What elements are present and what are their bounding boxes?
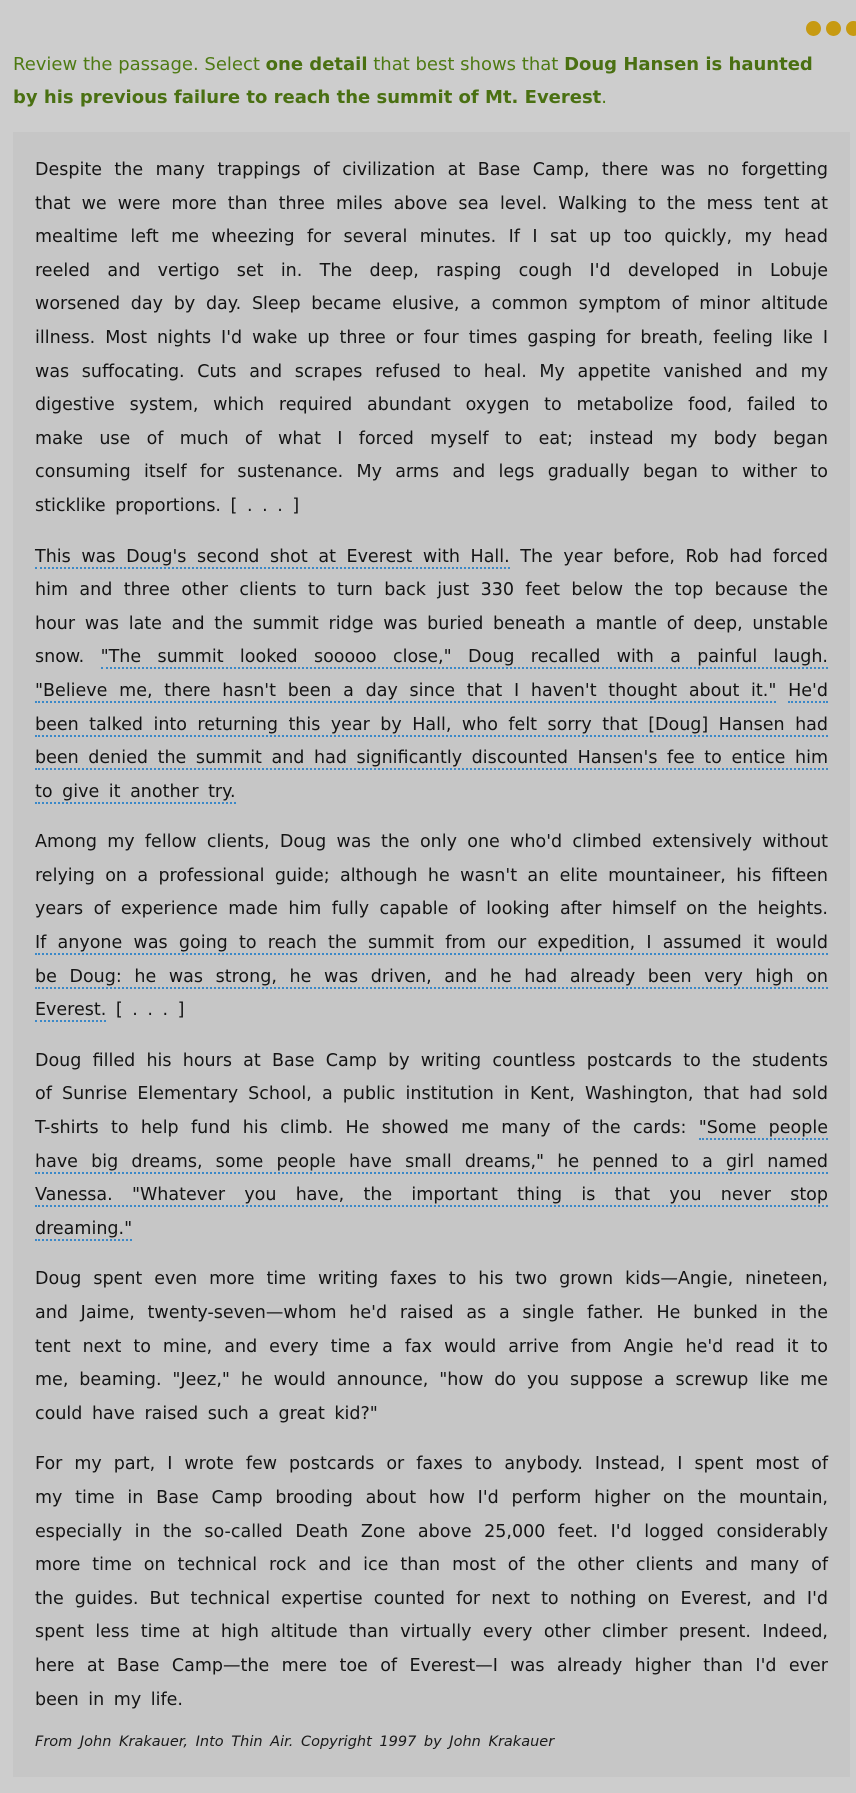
prompt-text: Review the passage. Select: [13, 54, 266, 75]
passage-paragraph: [35, 826, 828, 1028]
progress-dots: [806, 21, 856, 36]
selectable-detail[interactable]: "The summit looked sooooo close," Doug recalled with a painful laugh. "Believe me, there hasn't been a day since that I haven't thought about it.": [35, 647, 828, 701]
selectable-detail[interactable]: He'd been talked into returning this year by Hall, who felt sorry that [Doug] Hansen had been denied the summit and had significantly discounted Hansen's fee to entice him to give it another try.: [35, 680, 828, 802]
passage-panel: [13, 132, 850, 1777]
passage-paragraph: Despite the many trappings of civilization at Base Camp, there was no forgetting that we were more than three miles above sea level. Walking to the mess tent at mealtime left me wheezing for several minutes. If I sat up too quickly, my head reeled and vertigo set in. The deep, rasping cough I'd developed in Lobuje worsened day by day. Sleep became elusive, a common symptom of minor altitude illness. Most nights I'd wake up three or four times gasping for breath, feeling like I was suffocating. Cuts and scrapes refused to heal. My appetite vanished and my digestive system, which required abundant oxygen to metabolize food, failed to make use of much of what I forced myself to eat; instead my body began consuming itself for sustenance. My arms and legs gradually began to wither to sticklike proportions. [ . . . ]: [35, 160, 828, 516]
prompt-text: that best shows that: [367, 54, 565, 75]
selectable-detail[interactable]: This was Doug's second shot at Everest with Hall.: [35, 546, 510, 567]
passage-paragraph: [35, 1045, 828, 1247]
passage-paragraph: Doug spent even more time writing faxes to his two grown kids—Angie, nineteen, and Jaime, twenty-seven—whom he'd raised as a single father. He bunked in the tent next to mine, and every time a fax would arrive from Angie he'd read it to me, beaming. "Jeez," he would announce, "how do you suppose a screwup like me could have raised such a great kid?": [35, 1269, 828, 1424]
passage-text: [ . . . ]: [106, 1000, 185, 1021]
passage-text: Among my fellow clients, Doug was the only one who'd climbed extensively without relying on a professional guide; although he wasn't an elite mountaineer, his fifteen years of experience made him fully capable of looking after himself on the heights.: [35, 832, 828, 920]
citation: From John Krakauer, Into Thin Air. Copyright 1997 by John Krakauer: [35, 1734, 555, 1751]
passage-paragraph: For my part, I wrote few postcards or faxes to anybody. Instead, I spent most of my time in Base Camp brooding about how I'd perform higher on the mountain, especially in the so-called Death Zone above 25,000 feet. I'd logged considerably more time on technical rock and ice than most of the other clients and many of the guides. But technical expertise counted for next to nothing on Everest, and I'd spent less time at high altitude than virtually every other climber present. Indeed, here at Base Camp—the mere toe of Everest—I was already higher than I'd ever been in my life.: [35, 1454, 828, 1710]
prompt-emphasis: Doug Hansen is haunted by his previous failure to reach the summit of Mt. Everest: [13, 54, 813, 108]
prompt-text: .: [601, 87, 608, 108]
passage-text: [776, 681, 788, 701]
passage-text: Doug filled his hours at Base Camp by writing countless postcards to the students of Sunrise Elementary School, a public institution in Kent, Washington, that had sold T-shirts to help fund his climb. He showed me many of the cards:: [35, 1050, 828, 1139]
passage-text: The year before, Rob had forced him and three other clients to turn back just 330 feet below the top because the hour was late and the summit ridge was buried beneath a mantle of deep, unstable snow.: [35, 546, 828, 668]
progress-dot: [806, 21, 821, 36]
selectable-detail[interactable]: "Some people have big dreams, some people have small dreams," he penned to a girl named Vanessa. "Whatever you have, the important thing is that you never stop dreaming.": [35, 1118, 828, 1239]
passage-paragraph: [35, 541, 828, 810]
question-prompt: [13, 48, 843, 114]
prompt-emphasis: one detail: [265, 54, 368, 75]
progress-dot: [826, 21, 841, 36]
selectable-detail[interactable]: If anyone was going to reach the summit from our expedition, I assumed it would be Doug: he was strong, he was driven, and he had already been very high on Everest.: [35, 933, 828, 1021]
progress-dot: [846, 21, 856, 36]
